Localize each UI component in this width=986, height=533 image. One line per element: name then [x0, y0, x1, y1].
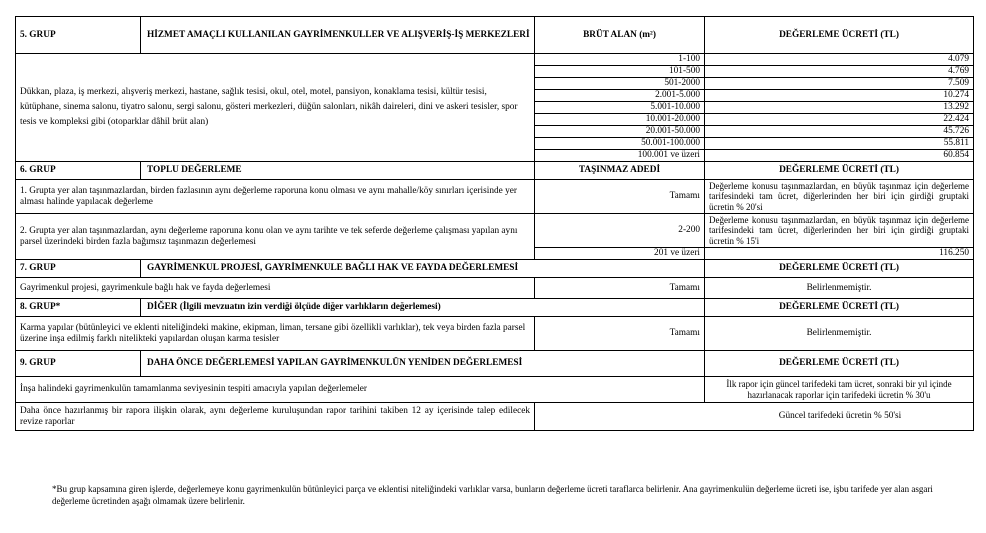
table-row [16, 278, 974, 299]
fee-rule: Değerleme konusu taşınmazlardan, en büyük taşınmaz için değerleme tarifesindeki tam ücret, diğerlerinden her biri için girdiği gruptaki ücretin % 15'i [705, 214, 974, 248]
fee-rule: Değerleme konusu taşınmazlardan, en büyük taşınmaz için değerleme tarifesindeki tam ücret, diğerlerinden her biri için girdiği gruptaki ücretin % 20'si [705, 180, 974, 214]
fee-header: DEĞERLEME ÜCRETİ (TL) [705, 162, 974, 180]
group-6-row-2-description: 2. Grupta yer alan taşınmazlardan, aynı değerleme raporuna konu olan ve aynı tarihte ve tek seferde değerleme çalışması yapılan aynı parsel üzerindeki birden fazla bağımsız taşınmazın değerlemesi [16, 214, 535, 260]
table-row [16, 403, 974, 431]
area-range: 5.001-10.000 [535, 102, 705, 114]
area-range: 20.001-50.000 [535, 126, 705, 138]
fee-header: DEĞERLEME ÜCRETİ (TL) [705, 260, 974, 278]
group-9-row-2-description: Daha önce hazırlanmış bir rapora ilişkin olarak, aynı değerleme kuruluşundan rapor tarihini takiben 12 ay içerisinde talep edilecek revize raporlar [16, 403, 535, 431]
footnote: *Bu grup kapsamına giren işlerde, değerlemeye konu gayrimenkulün bütünleyici parça ve eklentisi niteliğindeki varlıklar varsa, bunların değerleme ücreti taraflarca belirlenir. Ana gayrimenkulün değerleme ücreti ise, işbu tarifede yer alan asgari değerleme ücretinden aşağı olmamak üzere belirlenir. [52, 484, 933, 506]
table-row [16, 317, 974, 351]
area-range: 10.001-20.000 [535, 114, 705, 126]
group-7-label: 7. GRUP [16, 260, 141, 278]
area-range: 1-100 [535, 54, 705, 66]
group-6-title: TOPLU DEĞERLEME [141, 162, 535, 180]
fee-rule: Güncel tarifedeki ücretin % 50'si [535, 403, 974, 431]
area-range: 2.001-5.000 [535, 90, 705, 102]
gross-area-header: BRÜT ALAN (m²) [535, 17, 705, 54]
table-row [16, 180, 974, 214]
fee-tariff-table [15, 16, 974, 431]
fee-rule: İlk rapor için güncel tarifedeki tam ücret, sonraki bir yıl içinde hazırlanacak raporlar için tarifedeki ücretin % 30'u [705, 377, 974, 403]
fee-value: 45.726 [705, 126, 974, 138]
area-range: 50.001-100.000 [535, 138, 705, 150]
group-8-description: Karma yapılar (bütünleyici ve eklenti niteliğindeki makine, ekipman, liman, tersane gibi özellikli varlıklar), tek veya birden fazla parsel üzerine inşa edilmiş farklı nitelikteki yapılardan oluşan karma tesisler [16, 317, 535, 351]
group-6-label: 6. GRUP [16, 162, 141, 180]
fee-value: 10.274 [705, 90, 974, 102]
fee-header: DEĞERLEME ÜCRETİ (TL) [705, 17, 974, 54]
table-row [16, 54, 974, 66]
group-9-row-1-description: İnşa halindeki gayrimenkulün tamamlanma seviyesinin tespiti amacıyla yapılan değerlemeler [16, 377, 705, 403]
fee-value: 55.811 [705, 138, 974, 150]
area-range: 101-500 [535, 66, 705, 78]
property-count-header: TAŞINMAZ ADEDİ [535, 162, 705, 180]
group-9-label: 9. GRUP [16, 351, 141, 377]
fee-value: 22.424 [705, 114, 974, 126]
fee-value: 7.509 [705, 78, 974, 90]
group-7-title: GAYRİMENKUL PROJESİ, GAYRİMENKULE BAĞLI HAK VE FAYDA DEĞERLEMESİ [141, 260, 705, 278]
group-8-title: DİĞER (İlgili mevzuatın izin verdiği ölçüde diğer varlıkların değerlemesi) [141, 299, 705, 317]
group-9-title: DAHA ÖNCE DEĞERLEMESİ YAPILAN GAYRİMENKULÜN YENİDEN DEĞERLEMESİ [141, 351, 705, 377]
property-count: Tamamı [535, 278, 705, 299]
fee-value: Belirlenmemiştir. [705, 278, 974, 299]
property-count: Tamamı [535, 317, 705, 351]
group-6-row-1-description: 1. Grupta yer alan taşınmazlardan, birden fazlasının aynı değerleme raporuna konu olması ve aynı mahalle/köy sınırları içerisinde yer alması halinde yapılacak değerleme [16, 180, 535, 214]
fee-value: 13.292 [705, 102, 974, 114]
group-5-title: HİZMET AMAÇLI KULLANILAN GAYRİMENKULLER VE ALIŞVERİŞ-İŞ MERKEZLERİ [141, 17, 535, 54]
table-row [16, 214, 974, 248]
group-5-description: Dükkan, plaza, iş merkezi, alışveriş merkezi, hastane, sağlık tesisi, okul, otel, motel, pansiyon, konaklama tesisi, kültür tesisi, kütüphane, sinema salonu, tiyatro salonu, sergi salonu, gösteri merkezleri, düğün salonları, nikâh daireleri, dini ve askeri tesisler, spor tesis ve kompleksi gibi (otoparklar dâhil brüt alan) [16, 54, 535, 162]
fee-header: DEĞERLEME ÜCRETİ (TL) [705, 299, 974, 317]
group-8-label: 8. GRUP* [16, 299, 141, 317]
area-range: 100.001 ve üzeri [535, 150, 705, 162]
area-range: 501-2000 [535, 78, 705, 90]
table-row [16, 377, 974, 403]
fee-header: DEĞERLEME ÜCRETİ (TL) [705, 351, 974, 377]
fee-value: 4.769 [705, 66, 974, 78]
property-count: 2-200 [535, 214, 705, 248]
fee-value: Belirlenmemiştir. [705, 317, 974, 351]
property-count: Tamamı [535, 180, 705, 214]
group-7-description: Gayrimenkul projesi, gayrimenkule bağlı hak ve fayda değerlemesi [16, 278, 535, 299]
fee-value: 4.079 [705, 54, 974, 66]
property-count: 201 ve üzeri [535, 248, 705, 260]
fee-value: 60.854 [705, 150, 974, 162]
group-5-label: 5. GRUP [16, 17, 141, 54]
fee-value: 116.250 [705, 248, 974, 260]
